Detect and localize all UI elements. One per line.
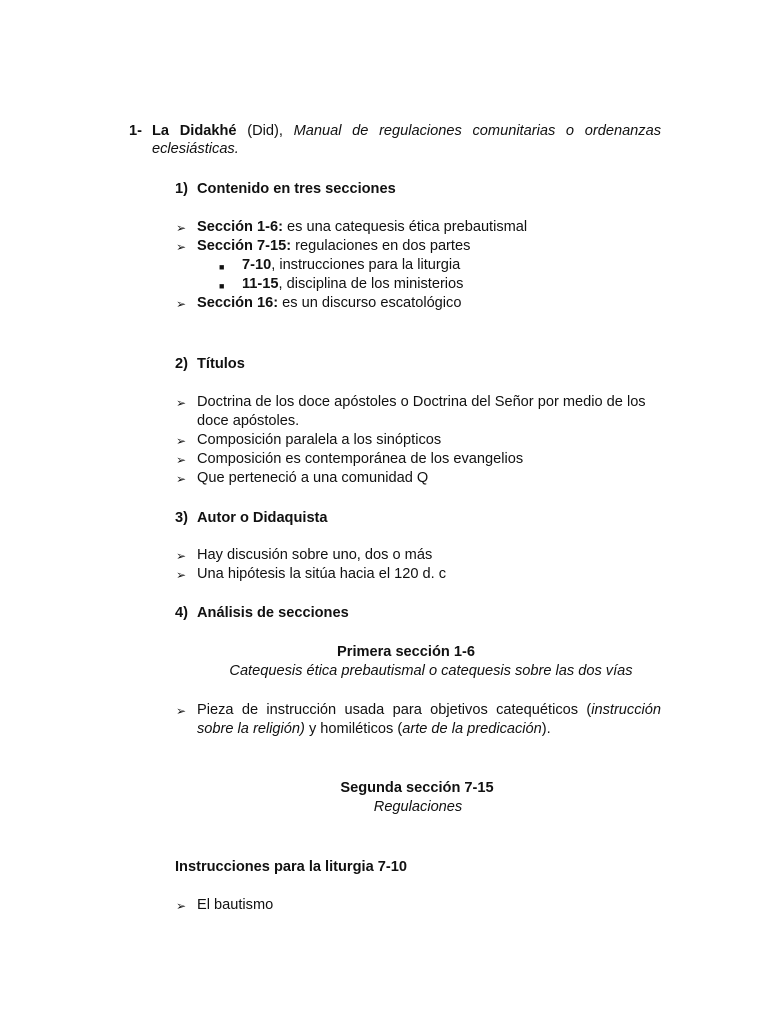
section-2-number: 2)	[175, 356, 188, 372]
arrowhead-bullet-icon: ➢	[176, 297, 187, 311]
primera-bullet-italic: instrucción	[591, 702, 661, 718]
primera-bullet-text: Pieza de instrucción usada para objetivos catequéticos (	[197, 702, 592, 718]
section-3-bullet-1: Hay discusión sobre uno, dos o más	[197, 547, 433, 563]
bullet-bold: Sección 16:	[197, 295, 279, 311]
primera-bullet-italic: sobre la religión)	[197, 721, 305, 737]
primera-bullet-line2	[197, 720, 551, 739]
arrowhead-bullet-icon: ➢	[176, 568, 187, 582]
heading-number: 1-	[129, 123, 142, 139]
arrowhead-bullet-icon: ➢	[176, 453, 187, 467]
arrowhead-bullet-icon: ➢	[176, 549, 187, 563]
section-1-bullet-3	[197, 294, 461, 313]
primera-bullet-text: ).	[541, 721, 551, 737]
arrowhead-bullet-icon: ➢	[176, 704, 187, 718]
arrowhead-bullet-icon: ➢	[176, 221, 187, 235]
section-2-bullet-3: Composición es contemporánea de los evangelios	[197, 451, 524, 467]
bullet-text: es una catequesis ética prebautismal	[282, 219, 528, 235]
bullet-text: es un discurso escatológico	[278, 295, 462, 311]
segunda-title: Segunda sección 7-15	[340, 780, 494, 796]
section-3-bullet-2: Una hipótesis la sitúa hacia el 120 d. c	[197, 566, 447, 582]
heading-desc-line2: eclesiásticas.	[152, 141, 239, 157]
section-1-bullet-1	[197, 218, 527, 237]
heading-desc-line1: Manual de regulaciones comunitarias o ordenanzas	[293, 123, 662, 139]
subbullet-bold: 11-15	[242, 276, 279, 292]
primera-title: Primera sección 1-6	[337, 644, 475, 660]
arrowhead-bullet-icon: ➢	[176, 472, 187, 486]
heading-line-1	[152, 122, 661, 141]
arrowhead-bullet-icon: ➢	[176, 240, 187, 254]
section-2-bullet-1-line2: doce apóstoles.	[197, 413, 300, 429]
section-2-title: Títulos	[197, 356, 245, 372]
liturgia-bullet-1: El bautismo	[197, 897, 274, 913]
liturgia-title: Instrucciones para la liturgia 7-10	[175, 859, 407, 875]
section-3-title: Autor o Didaquista	[197, 510, 328, 526]
section-2-bullet-2: Composición paralela a los sinópticos	[197, 432, 442, 448]
heading-title: La Didakhé	[152, 123, 237, 139]
primera-subtitle: Catequesis ética prebautismal o catequesis sobre las dos vías	[229, 663, 633, 679]
bullet-text: regulaciones en dos partes	[291, 238, 471, 254]
section-1-title: Contenido en tres secciones	[197, 181, 396, 197]
subbullet-text: , disciplina de los ministerios	[278, 276, 464, 292]
section-2-bullet-1-line1: Doctrina de los doce apóstoles o Doctrina del Señor por medio de los	[197, 394, 646, 410]
section-3-number: 3)	[175, 510, 188, 526]
section-4-title: Análisis de secciones	[197, 605, 349, 621]
section-1-bullet-2	[197, 237, 470, 256]
segunda-subtitle: Regulaciones	[373, 799, 463, 815]
primera-bullet-line1	[197, 701, 661, 720]
square-bullet-icon: ■	[219, 281, 225, 291]
section-1-subbullet-1	[242, 256, 460, 275]
section-4-number: 4)	[175, 605, 188, 621]
arrowhead-bullet-icon: ➢	[176, 899, 187, 913]
section-1-number: 1)	[175, 181, 188, 197]
square-bullet-icon: ■	[219, 262, 225, 272]
subbullet-bold: 7-10	[242, 257, 272, 273]
primera-bullet-text: y homiléticos (	[304, 721, 403, 737]
section-1-subbullet-2	[242, 275, 463, 294]
arrowhead-bullet-icon: ➢	[176, 396, 187, 410]
primera-bullet-italic: arte de la predicación	[402, 721, 542, 737]
bullet-bold: Sección 1-6:	[197, 219, 283, 235]
arrowhead-bullet-icon: ➢	[176, 434, 187, 448]
heading-abbr: (Did),	[247, 123, 283, 139]
bullet-bold: Sección 7-15:	[197, 238, 292, 254]
subbullet-text: , instrucciones para la liturgia	[271, 257, 461, 273]
section-2-bullet-4: Que perteneció a una comunidad Q	[197, 470, 429, 486]
